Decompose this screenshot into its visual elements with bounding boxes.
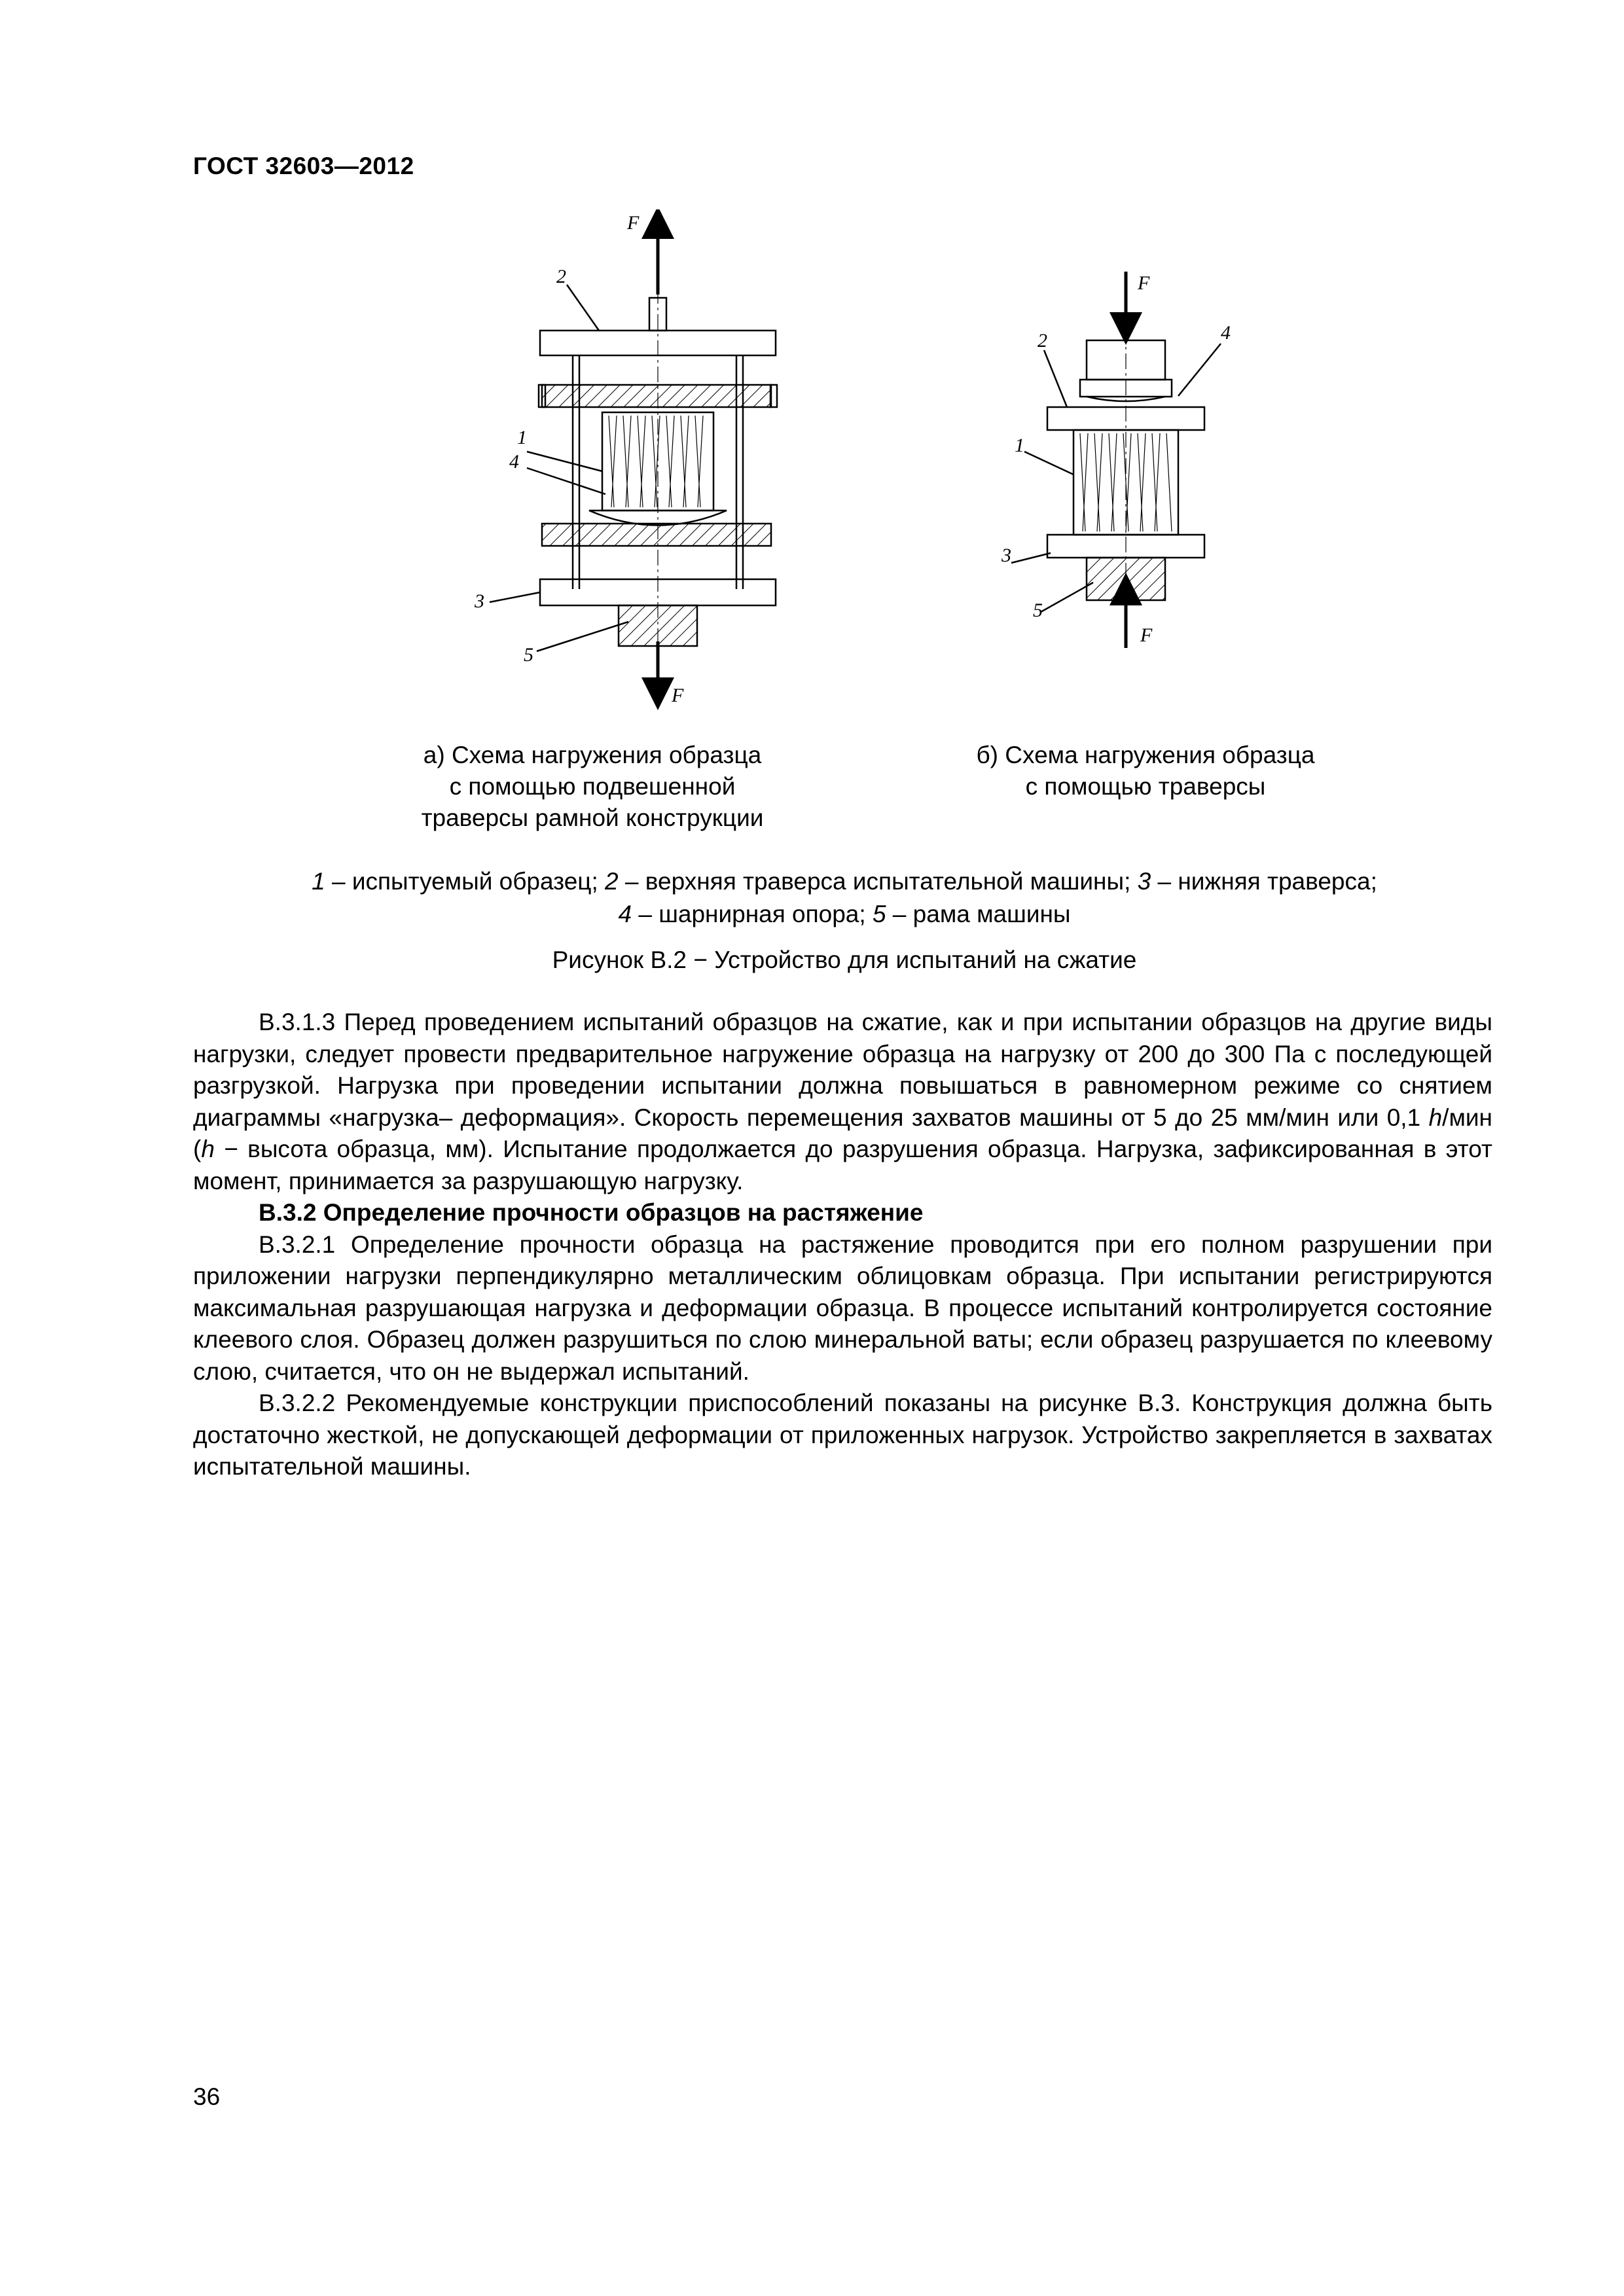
caption-b-line: б) Схема нагружения образца [976,742,1315,768]
body-text [193,1007,1492,1483]
force-label-b-bottom: F [1140,624,1153,646]
label-1: 1 [517,427,527,448]
paragraph-b321: В.3.2.1 Определение прочности образца на растяжение проводится при его полном разрушении при приложении нагрузки перпендикулярно металлическим облицовкам образца. При испытании регистрируются максимальная разрушающая нагрузка и деформации образца. В процессе испытаний контролируется состояние клеевого слоя. Образец должен разрушиться по слою минеральной ваты; если образец разрушается по клеевому слою, считается, что он не выдержал испытаний. [193,1230,1492,1385]
force-label-bottom: F [672,685,684,706]
caption-a [367,740,818,834]
figure-title: Рисунок В.2 − Устройство для испытаний на сжатие [552,946,1137,973]
p1-part: /мин ( [193,1103,1492,1162]
caption-b-line: с помощью траверсы [1025,773,1266,800]
figure-a-diagram [445,209,851,720]
label-2: 2 [556,266,566,287]
section-heading-b32: В.3.2 Определение прочности образцов на растяжение [259,1199,924,1226]
figure-legend [193,865,1496,931]
label-b-1: 1 [1015,435,1024,456]
figure-b-diagram [988,255,1303,661]
paragraph-b322: В.3.2.2 Рекомендуемые конструкции приспособлений показаны на рисунке В.3. Конструкция должна быть достаточно жесткой, не допускающей деформации от приложенных нагрузок. Устройство закрепляется в захватах испытательной машины. [193,1390,1492,1480]
p1-part: − высота образца, мм). Испытание продолжается до разрушения образца. Нагрузка, зафиксированная в этот момент, принимается за разрушающую нагрузку. [193,1136,1492,1194]
legend-text: – верхняя траверса испытательной машины; [618,868,1138,895]
caption-a-line: траверсы рамной конструкции [421,804,764,831]
legend-text: – испытуемый образец; [325,868,605,895]
p1-italic-h: h [201,1136,215,1162]
legend-num: 1 [312,868,325,895]
label-3: 3 [475,590,484,612]
legend-text: – шарнирная опора; [632,901,873,927]
legend-text: – рама машины [886,901,1071,927]
label-b-4: 4 [1221,322,1231,344]
force-label-top: F [627,212,640,234]
label-b-5: 5 [1033,600,1043,621]
legend-num: 3 [1137,868,1151,895]
label-b-3: 3 [1001,545,1011,566]
page-number: 36 [193,2083,221,2110]
caption-a-line: с помощью подвешенной [449,773,736,800]
label-4: 4 [509,451,519,473]
legend-num: 2 [605,868,619,895]
label-5: 5 [524,644,533,666]
force-label-b-top: F [1138,272,1150,294]
label-b-2: 2 [1038,330,1047,351]
paragraph-b313 [193,1007,1492,1197]
page-header: ГОСТ 32603—2012 [193,152,414,179]
legend-text: – нижняя траверса; [1151,868,1377,895]
legend-num: 5 [872,901,886,927]
p1-part: В.3.1.3 Перед проведением испытаний образцов на сжатие, как и при испытании образцов на другие виды нагрузки, следует провести предварительное нагружение образца на нагрузку от 200 до 300 Па с последующей разгрузкой. Нагрузка при проведении испытании должна повышаться в равномерном режиме со снятием диаграммы «нагрузка– деформация». Скорость перемещения захватов машины от 5 до 25 мм/мин или 0,1 [193,1009,1492,1131]
legend-num: 4 [618,901,632,927]
caption-b [923,740,1368,802]
p1-italic-h: h [1428,1103,1443,1131]
caption-a-line: а) Схема нагружения образца [423,742,762,768]
